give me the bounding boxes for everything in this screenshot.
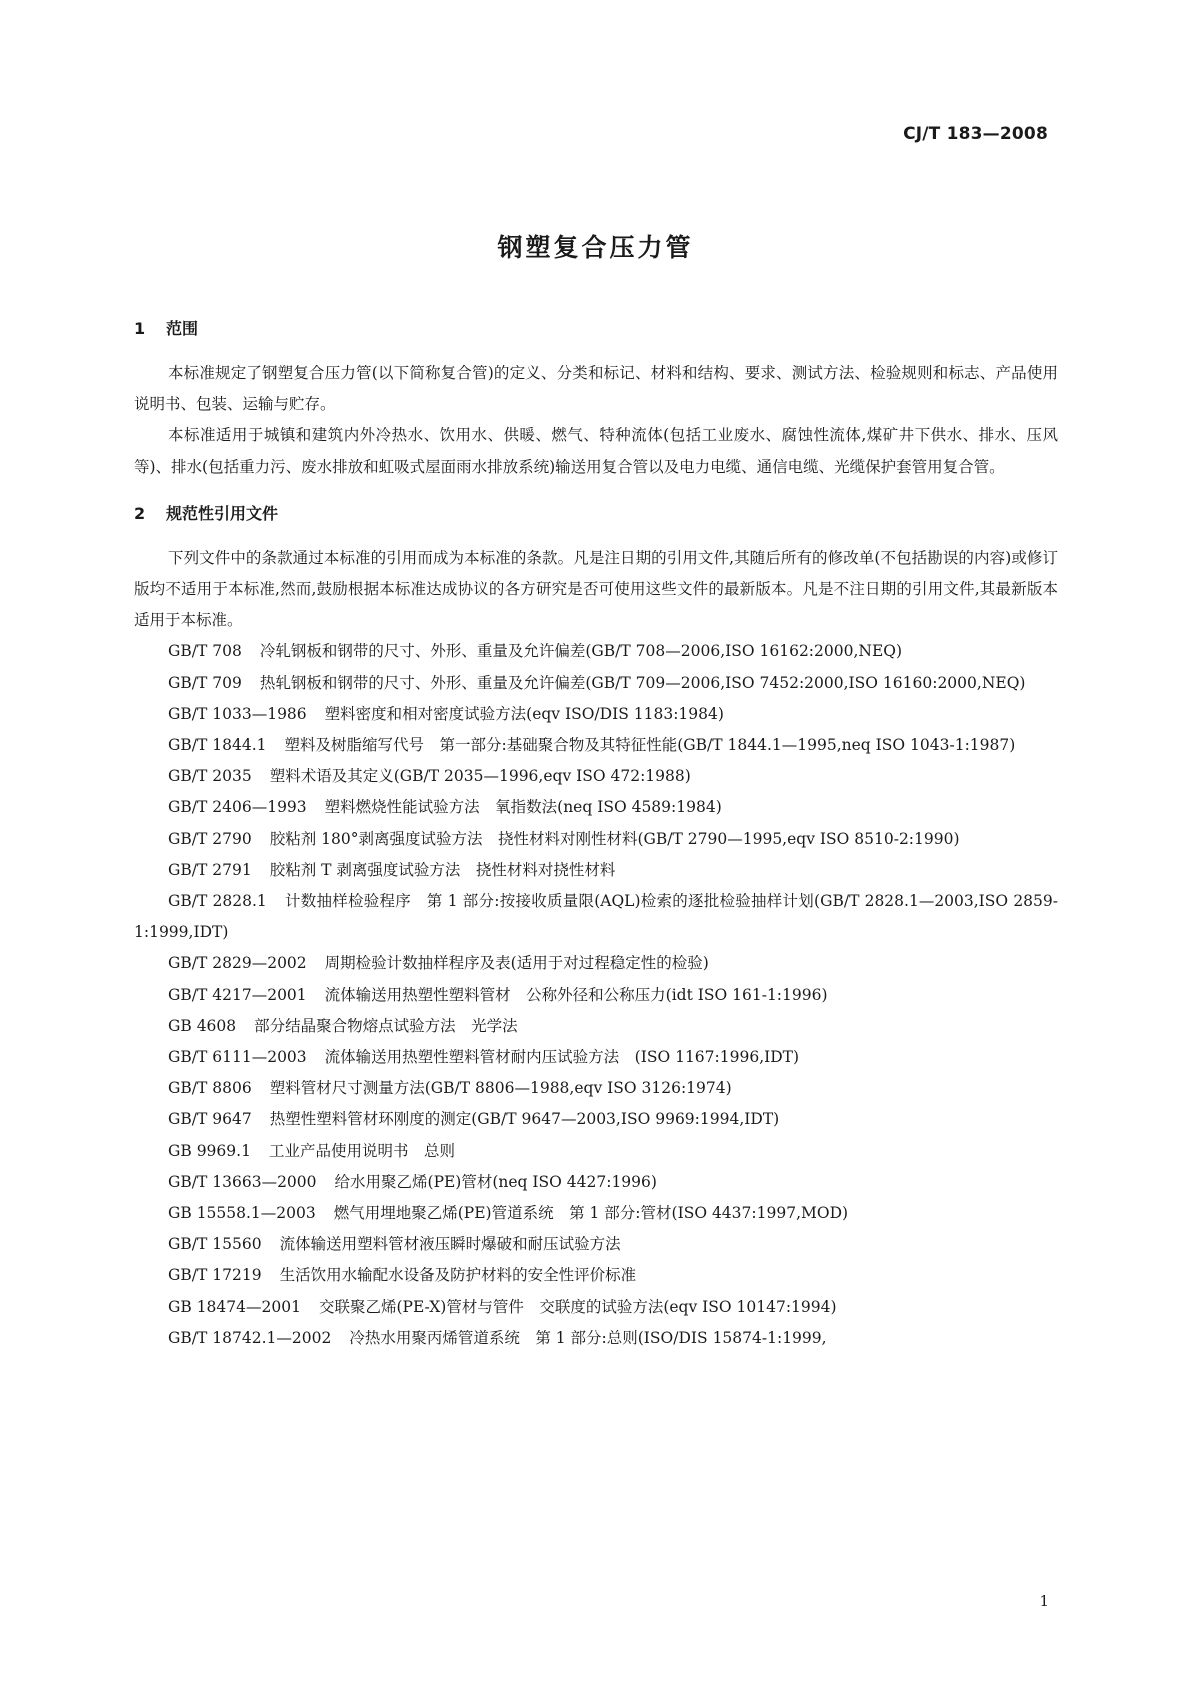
reference-text: 胶粘剂 180°剥离强度试验方法 挠性材料对刚性材料(GB/T 2790—1995,eqv ISO 8510-2:1990) xyxy=(269,829,960,848)
reference-item xyxy=(134,886,1058,948)
reference-text: 部分结晶聚合物熔点试验方法 光学法 xyxy=(254,1016,518,1035)
reference-item xyxy=(134,1260,1058,1291)
reference-text: 流体输送用塑料管材液压瞬时爆破和耐压试验方法 xyxy=(279,1235,621,1254)
reference-text: 冷轧钢板和钢带的尺寸、外形、重量及允许偏差(GB/T 708—2006,ISO 16162:2000,NEQ) xyxy=(259,642,903,661)
reference-code: GB/T 2829—2002 xyxy=(168,954,307,973)
reference-item xyxy=(134,1198,1058,1229)
reference-item xyxy=(134,1229,1058,1260)
reference-code: GB/T 13663—2000 xyxy=(168,1172,317,1191)
reference-text: 热塑性塑料管材环刚度的测定(GB/T 9647—2003,ISO 9969:1994,IDT) xyxy=(269,1110,780,1129)
reference-text: 工业产品使用说明书 总则 xyxy=(268,1141,455,1160)
reference-item xyxy=(134,1042,1058,1073)
reference-text: 计数抽样检验程序 第 1 部分:按接收质量限(AQL)检索的逐批检验抽样计划(GB/T 2828.1—2003,ISO 2859-1:1999,IDT) xyxy=(134,892,1058,942)
reference-text: 冷热水用聚丙烯管道系统 第 1 部分:总则(ISO/DIS 15874-1:1999, xyxy=(349,1328,827,1347)
reference-code: GB 4608 xyxy=(168,1016,237,1035)
reference-code: GB/T 709 xyxy=(168,673,242,692)
section-title: 规范性引用文件 xyxy=(166,503,279,523)
reference-item xyxy=(134,948,1058,979)
reference-item xyxy=(134,1292,1058,1323)
reference-code: GB 9969.1 xyxy=(168,1141,251,1160)
reference-code: GB/T 2791 xyxy=(168,860,252,879)
paragraph: 下列文件中的条款通过本标准的引用而成为本标准的条款。凡是注日期的引用文件,其随后所有的修改单(不包括勘误的内容)或修订版均不适用于本标准,然而,鼓励根据本标准达成协议的各方研究是否可使用这些文件的最新版本。凡是不注日期的引用文件,其最新版本适用于本标准。 xyxy=(134,548,1058,630)
paragraph: 本标准规定了钢塑复合压力管(以下简称复合管)的定义、分类和标记、材料和结构、要求、测试方法、检验规则和标志、产品使用说明书、包装、运输与贮存。 xyxy=(134,364,1058,414)
section-title: 范围 xyxy=(166,319,199,338)
reference-item xyxy=(134,1136,1058,1167)
reference-text: 燃气用埋地聚乙烯(PE)管道系统 第 1 部分:管材(ISO 4437:1997,MOD) xyxy=(333,1204,849,1223)
reference-code: GB/T 18742.1—2002 xyxy=(168,1328,332,1347)
reference-item xyxy=(134,1167,1058,1198)
reference-code: GB/T 1844.1 xyxy=(168,736,267,755)
reference-code: GB/T 2828.1 xyxy=(168,892,267,911)
reference-code: GB/T 15560 xyxy=(168,1235,262,1254)
reference-text: 塑料密度和相对密度试验方法(eqv ISO/DIS 1183:1984) xyxy=(324,704,724,723)
page-number: 1 xyxy=(1039,1592,1049,1610)
reference-text: 生活饮用水输配水设备及防护材料的安全性评价标准 xyxy=(279,1266,637,1285)
reference-item xyxy=(134,636,1058,667)
reference-text: 流体输送用热塑性塑料管材 公称外径和公称压力(idt ISO 161-1:1996) xyxy=(324,985,828,1004)
section-heading-scope xyxy=(134,318,1058,340)
standard-code: CJ/T 183—2008 xyxy=(903,124,1048,144)
reference-text: 塑料管材尺寸测量方法(GB/T 8806—1988,eqv ISO 3126:1974) xyxy=(269,1079,732,1098)
reference-item xyxy=(134,1104,1058,1135)
reference-item xyxy=(134,824,1058,855)
document-body xyxy=(134,318,1058,1354)
reference-code: GB/T 6111—2003 xyxy=(168,1048,307,1067)
reference-code: GB/T 17219 xyxy=(168,1266,262,1285)
section-number: 1 xyxy=(134,319,146,338)
section-heading-normative-references xyxy=(134,503,1058,525)
paragraph: 本标准适用于城镇和建筑内外冷热水、饮用水、供暖、燃气、特种流体(包括工业废水、腐蚀性流体,煤矿井下供水、排水、压风等)、排水(包括重力污、废水排放和虹吸式屋面雨水排放系统)输送用复合管以及电力电缆、通信电缆、光缆保护套管用复合管。 xyxy=(134,426,1058,476)
reference-text: 给水用聚乙烯(PE)管材(neq ISO 4427:1996) xyxy=(334,1172,657,1191)
reference-item xyxy=(134,699,1058,730)
reference-item xyxy=(134,730,1058,761)
reference-text: 交联聚乙烯(PE-X)管材与管件 交联度的试验方法(eqv ISO 10147:1994) xyxy=(318,1297,837,1316)
reference-text: 周期检验计数抽样程序及表(适用于对过程稳定性的检验) xyxy=(324,954,709,973)
section-number: 2 xyxy=(134,503,146,523)
reference-item xyxy=(134,1011,1058,1042)
reference-item xyxy=(134,855,1058,886)
reference-text: 塑料术语及其定义(GB/T 2035—1996,eqv ISO 472:1988) xyxy=(269,767,691,786)
reference-text: 塑料及树脂缩写代号 第一部分:基础聚合物及其特征性能(GB/T 1844.1—1995,neq ISO 1043-1:1987) xyxy=(284,736,1016,755)
reference-code: GB/T 708 xyxy=(168,642,242,661)
reference-code: GB/T 8806 xyxy=(168,1079,252,1098)
reference-code: GB/T 9647 xyxy=(168,1110,252,1129)
reference-code: GB 15558.1—2003 xyxy=(168,1204,316,1223)
reference-code: GB/T 4217—2001 xyxy=(168,985,307,1004)
reference-code: GB 18474—2001 xyxy=(168,1297,301,1316)
reference-code: GB/T 1033—1986 xyxy=(168,704,307,723)
reference-item xyxy=(134,1073,1058,1104)
reference-item xyxy=(134,1323,1058,1354)
reference-text: 热轧钢板和钢带的尺寸、外形、重量及允许偏差(GB/T 709—2006,ISO 7452:2000,ISO 16160:2000,NEQ) xyxy=(259,673,1026,692)
document-title: 钢塑复合压力管 xyxy=(497,233,694,262)
reference-text: 胶粘剂 T 剥离强度试验方法 挠性材料对挠性材料 xyxy=(269,860,616,879)
reference-text: 塑料燃烧性能试验方法 氧指数法(neq ISO 4589:1984) xyxy=(324,798,722,817)
reference-item xyxy=(134,761,1058,792)
reference-item xyxy=(134,980,1058,1011)
reference-code: GB/T 2790 xyxy=(168,829,252,848)
reference-text: 流体输送用热塑性塑料管材耐内压试验方法 (ISO 1167:1996,IDT) xyxy=(324,1048,800,1067)
reference-item xyxy=(134,792,1058,823)
reference-code: GB/T 2406—1993 xyxy=(168,798,307,817)
reference-item xyxy=(134,668,1058,699)
reference-code: GB/T 2035 xyxy=(168,767,252,786)
